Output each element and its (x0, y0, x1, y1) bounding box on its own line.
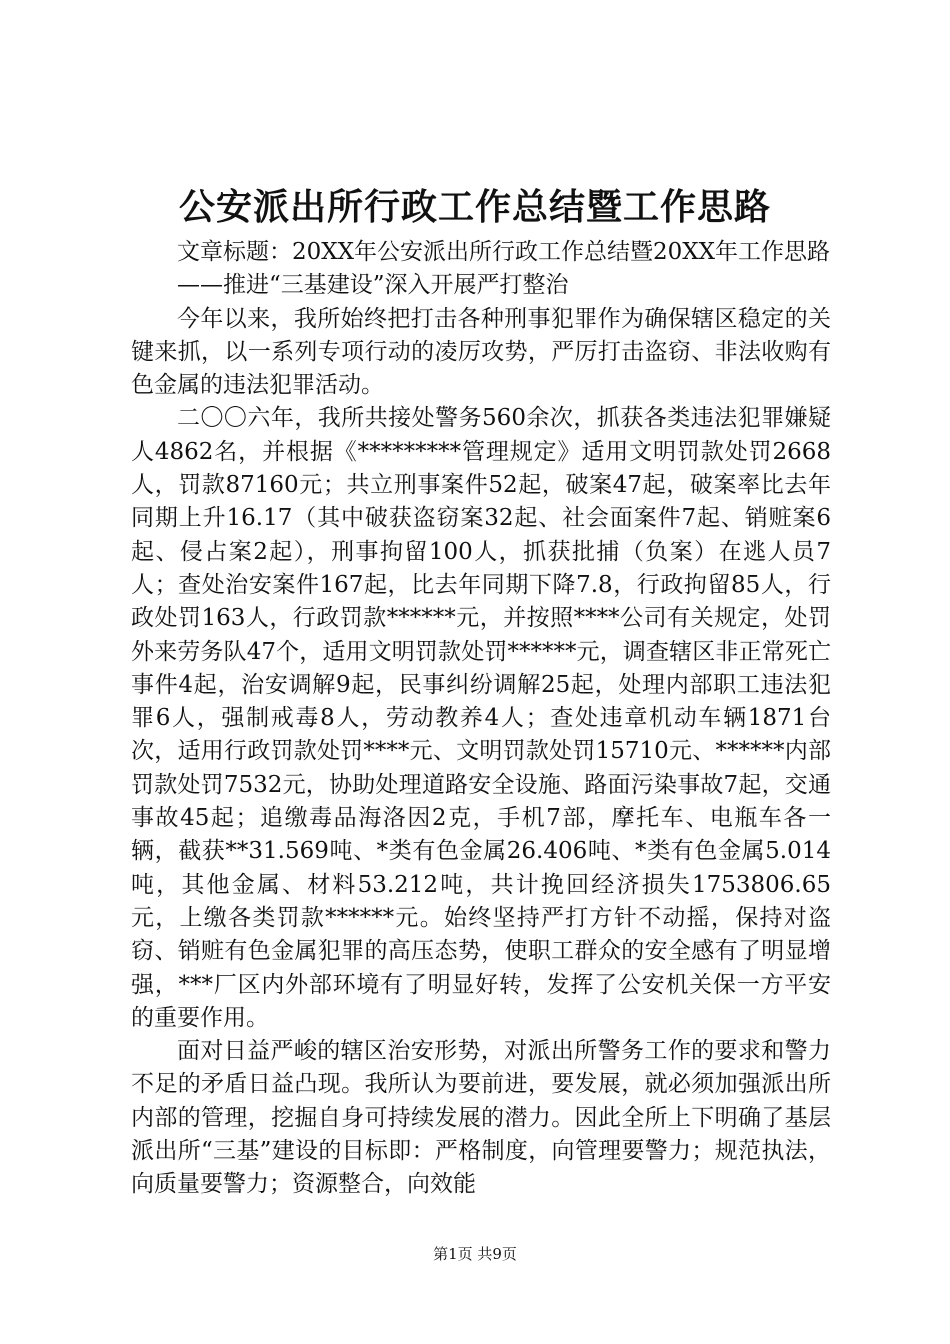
page-number-footer: 第1页 共9页 (433, 1245, 517, 1263)
document-body (131, 236, 831, 1202)
article-title-paragraph: 文章标题：20XX年公安派出所行政工作总结暨20XX年工作思路 (177, 239, 831, 265)
subtitle-paragraph: ——推进“三基建设”深入开展严打整治 (177, 272, 569, 299)
management-paragraph: 面对日益严峻的辖区治安形势，对派出所警务工作的要求和警力不足的矛盾日益凸现。我所认为要前进，要发展，就必须加强派出所内部的管理，挖掘自身可持续发展的潜力。因此全所上下明确了基层派出所“三基”建设的目标即：严格制度，向管理要警力；规范执法，向质量要警力；资源整合，向效能 (131, 1038, 831, 1198)
document-title: 公安派出所行政工作总结暨工作思路 (178, 186, 771, 228)
intro-paragraph: 今年以来，我所始终把打击各种刑事犯罪作为确保辖区稳定的关键来抓，以一系列专项行动的凌厉攻势，严厉打击盗窃、非法收购有色金属的违法犯罪活动。 (131, 305, 831, 399)
statistics-paragraph: 二〇〇六年，我所共接处警务560余次，抓获各类违法犯罪嫌疑人4862名，并根据《*********管理规定》适用文明罚款处罚2668人，罚款87160元；共立刑事案件52起，破案47起，破案率比去年同期上升16.17（其中破获盗窃案32起、社会面案件7起、销赃案6起、侵占案2起），刑事拘留100人，抓获批捕（负案）在逃人员7人；查处治安案件167起，比去年同期下降7.8，行政拘留85人，行政处罚163人，行政罚款******元，并按照****公司有关规定，处罚外来劳务队47个，适用文明罚款处罚******元，调查辖区非正常死亡事件4起，治安调解9起，民事纠纷调解25起，处理内部职工违法犯罪6人，强制戒毒8人，劳动教养4人；查处违章机动车辆1871台次，适用行政罚款处罚****元、文明罚款处罚15710元、******内部罚款处罚7532元，协助处理道路安全设施、路面污染事故7起，交通事故45起；追缴毒品海洛因2克，手机7部，摩托车、电瓶车各一辆，截获**31.569吨、*类有色金属26.406吨、*类有色金属5.014吨，其他金属、材料53.212吨，共计挽回经济损失1753806.65元，上缴各类罚款******元。始终坚持严打方针不动摇，保持对盗窃、销赃有色金属犯罪的高压态势，使职工群众的安全感有了明显增强，***厂区内外部环境有了明显好转，发挥了公安机关保一方平安的重要作用。 (131, 405, 831, 1031)
